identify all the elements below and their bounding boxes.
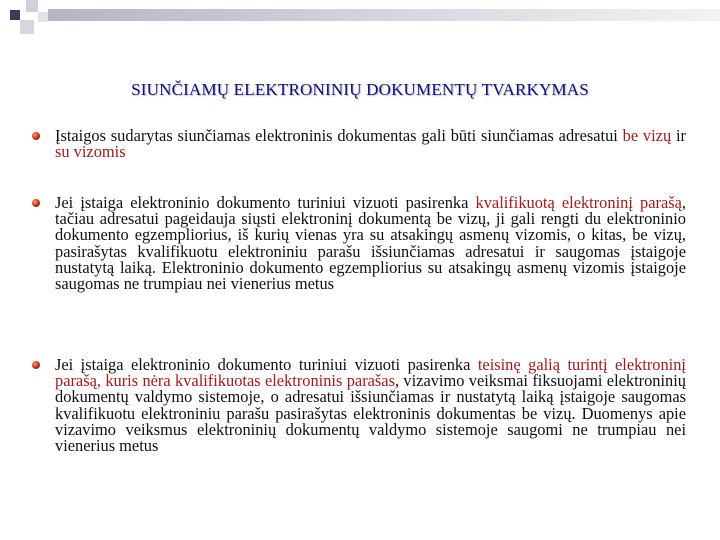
slide-decoration xyxy=(0,0,720,40)
slide-title: SIUNČIAMŲ ELEKTRONINIŲ DOKUMENTŲ TVARKYMAS xyxy=(131,80,589,99)
decor-square-light xyxy=(38,12,48,22)
text-segment: ir xyxy=(671,126,686,145)
text-segment: , tačiau adresatui pageidauja siųsti elektroninį dokumentą be vizų, ji gali rengti du elektroninio dokumento egzempliorius, iš kurių vienas yra su atsakingų asmenų vizomis, o kitas, be vizų, pasirašytas kvalifikuotu elektroniniu parašu išsiunčiamas adresatui ir saugomas įstaigoje nustatytą laiką. Elektroninio dokumento egzempliorius su atsakingų asmenų vizomis įstaigoje saugomas ne trumpiau nei vienerius metus xyxy=(55,193,686,294)
decor-square-light xyxy=(26,0,38,12)
bullet-text xyxy=(55,128,686,160)
bullet-text xyxy=(55,357,686,454)
bullet-3 xyxy=(32,357,686,454)
highlight-segment: kvalifikuotą elektroninį parašą xyxy=(475,193,682,212)
decor-square-dark xyxy=(10,10,20,20)
bullet-dot-icon xyxy=(32,361,40,369)
text-segment: Jei įstaiga elektroninio dokumento turiniui vizuoti pasirenka xyxy=(55,355,478,374)
decor-gradient-bar xyxy=(48,9,720,21)
highlight-segment: su vizomis xyxy=(55,142,126,162)
bullet-2 xyxy=(32,195,686,292)
text-segment: Įstaigos sudarytas siunčiamas elektroninis dokumentas gali būti siunčiamas adresatui xyxy=(55,126,623,145)
text-segment: Jei įstaiga elektroninio dokumento turiniui vizuoti pasirenka xyxy=(55,193,476,212)
bullet-text xyxy=(55,195,686,292)
bullet-dot-icon xyxy=(32,199,40,207)
highlight-segment: teisinę galią turintį elektroninį parašą, kuris nėra kvalifikuotas elektroninis parašas xyxy=(55,355,686,391)
decor-square-light xyxy=(20,20,34,34)
bullet-1 xyxy=(32,128,686,160)
highlight-segment: be vizų xyxy=(622,126,672,145)
text-segment: , vizavimo veiksmai fiksuojami elektroninių dokumentų valdymo sistemoje, o adresatui išsiunčiamas ir nustatytą laiką įstaigoje saugomas kvalifikuotu elektroniniu parašu pasirašytas elektroninis dokumentas be vizų. Duomenys apie vizavimo veiksmus elektroninių dokumentų valdymo sistemoje saugomi ne trumpiau nei vienerius metus xyxy=(55,371,686,456)
bullet-dot-icon xyxy=(32,132,40,140)
